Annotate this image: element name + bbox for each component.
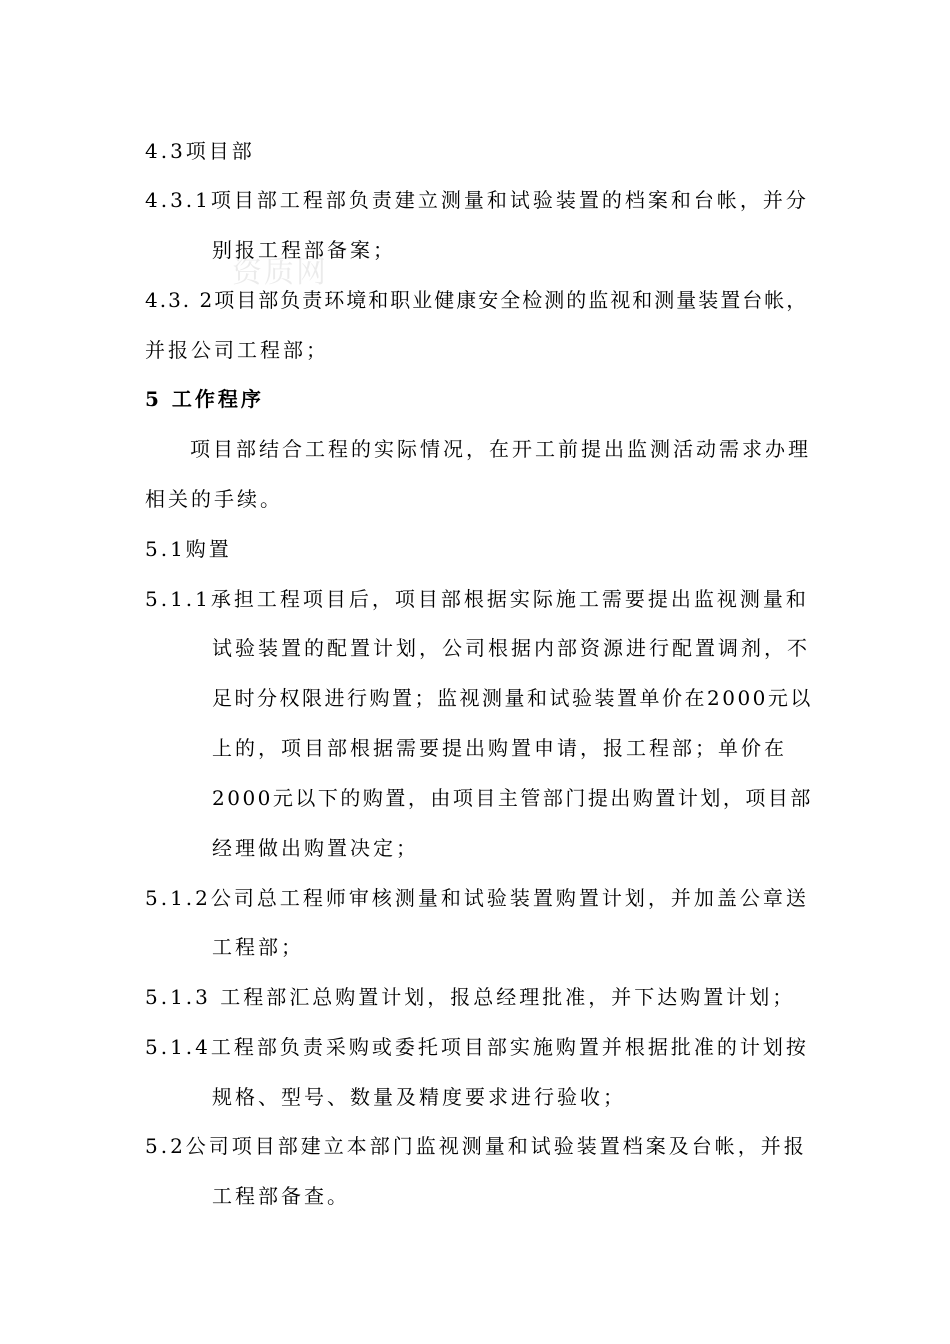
paragraph-intro-line-2: 相关的手续。 bbox=[145, 487, 283, 511]
paragraph-5-2-line-1: 5.2公司项目部建立本部门监视测量和试验装置档案及台帐，并报 bbox=[145, 1134, 807, 1158]
paragraph-intro-line-1: 项目部结合工程的实际情况，在开工前提出监测活动需求办理 bbox=[190, 437, 811, 461]
paragraph-5-1-1-line-1: 5.1.1承担工程项目后，项目部根据实际施工需要提出监视测量和 bbox=[145, 587, 809, 611]
section-heading-5: 5 工作程序 bbox=[145, 387, 264, 411]
paragraph-5-1-1-line-6: 经理做出购置决定； bbox=[212, 836, 419, 860]
paragraph-5-2-line-2: 工程部备查。 bbox=[212, 1184, 350, 1208]
paragraph-5-1-1-line-4: 上的，项目部根据需要提出购置申请，报工程部；单价在 bbox=[212, 736, 787, 760]
paragraph-5-1-1-line-5: 2000元以下的购置，由项目主管部门提出购置计划，项目部 bbox=[212, 786, 813, 810]
paragraph-5-1-2-line-1: 5.1.2公司总工程师审核测量和试验装置购置计划，并加盖公章送 bbox=[145, 886, 809, 910]
paragraph-5-1-1-line-3: 足时分权限进行购置；监视测量和试验装置单价在2000元以 bbox=[212, 686, 813, 710]
paragraph-4-3-1-line-2: 别报工程部备案； bbox=[212, 238, 396, 262]
paragraph-5-1-1-line-2: 试验装置的配置计划，公司根据内部资源进行配置调剂，不 bbox=[212, 636, 810, 660]
paragraph-4-3-1-line-1: 4.3.1项目部工程部负责建立测量和试验装置的档案和台帐，并分 bbox=[145, 188, 809, 212]
watermark: 资质网 bbox=[232, 255, 328, 290]
paragraph-5-1-4-line-2: 规格、型号、数量及精度要求进行验收； bbox=[212, 1085, 626, 1109]
heading-4-3: 4.3项目部 bbox=[145, 139, 255, 163]
paragraph-4-3-2-line-2: 并报公司工程部； bbox=[145, 338, 329, 362]
paragraph-5-1-2-line-2: 工程部； bbox=[212, 935, 304, 959]
heading-5-1: 5.1购置 bbox=[145, 537, 232, 561]
paragraph-5-1-4-line-1: 5.1.4工程部负责采购或委托项目部实施购置并根据批准的计划按 bbox=[145, 1035, 809, 1059]
paragraph-5-1-3: 5.1.3 工程部汇总购置计划，报总经理批准，并下达购置计划； bbox=[145, 985, 796, 1009]
paragraph-4-3-2-line-1: 4.3. 2项目部负责环境和职业健康安全检测的监视和测量装置台帐， bbox=[145, 288, 809, 312]
